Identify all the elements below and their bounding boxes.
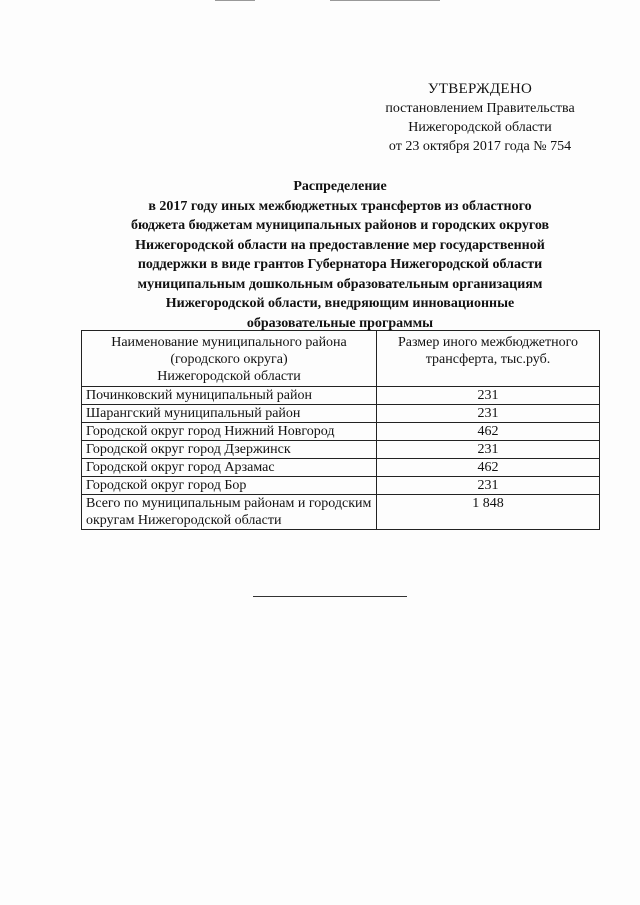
row-name: Починковский муниципальный район <box>82 387 377 405</box>
row-value: 231 <box>377 387 600 405</box>
total-name: Всего по муниципальным районам и городским округам Нижегородской области <box>82 495 377 530</box>
row-name: Городской округ город Нижний Новгород <box>82 423 377 441</box>
header-text: Наименование муниципального района <box>111 335 347 350</box>
header-text: (городского округа) <box>170 352 288 367</box>
heading-line: образовательные программы <box>246 315 434 331</box>
header-text: Нижегородской области <box>157 369 301 384</box>
row-name: Шарангский муниципальный район <box>82 405 377 423</box>
row-value: 462 <box>377 423 600 441</box>
table-row <box>82 477 600 495</box>
row-name: Городской округ город Бор <box>82 477 377 495</box>
table-row <box>82 441 600 459</box>
row-value: 462 <box>377 459 600 477</box>
heading-line: бюджета бюджетам муниципальных районов и городских округов <box>130 218 550 233</box>
approval-line: постановлением Правительства <box>385 101 575 116</box>
approval-block <box>370 80 590 156</box>
header-text: Размер иного межбюджетного <box>397 335 579 350</box>
row-name: Городской округ город Арзамас <box>82 459 377 477</box>
approval-line: Нижегородской области <box>408 120 552 135</box>
heading-line: поддержки в виде грантов Губернатора Нижегородской области <box>137 257 543 272</box>
closing-rule <box>253 596 407 597</box>
approval-date: от 23 октября 2017 года № 754 <box>388 139 572 154</box>
row-value: 231 <box>377 405 600 423</box>
header-text: трансферта, тыс.руб. <box>425 352 551 367</box>
table-row <box>82 423 600 441</box>
document-heading <box>90 177 590 333</box>
column-header-name <box>82 331 377 387</box>
row-name: Городской округ город Дзержинск <box>82 441 377 459</box>
heading-line: муниципальным дошкольным образовательным организациям <box>137 276 543 292</box>
scan-edge-mark <box>215 0 255 4</box>
total-value: 1 848 <box>377 495 600 530</box>
distribution-table <box>81 330 600 530</box>
table-row <box>82 405 600 423</box>
table-row <box>82 459 600 477</box>
heading-line: в 2017 году иных межбюджетных трансфертов из областного <box>148 198 532 214</box>
row-value: 231 <box>377 441 600 459</box>
heading-line: Нижегородской области на предоставление мер государственной <box>135 237 545 253</box>
scan-edge-mark <box>330 0 440 4</box>
table-header-row <box>82 331 600 387</box>
approval-title: УТВЕРЖДЕНО <box>427 81 533 97</box>
heading-title: Распределение <box>293 179 387 194</box>
column-header-amount <box>377 331 600 387</box>
table-row <box>82 387 600 405</box>
heading-line: Нижегородской области, внедряющим инновационные <box>165 296 515 311</box>
row-value: 231 <box>377 477 600 495</box>
table-total-row <box>82 495 600 530</box>
